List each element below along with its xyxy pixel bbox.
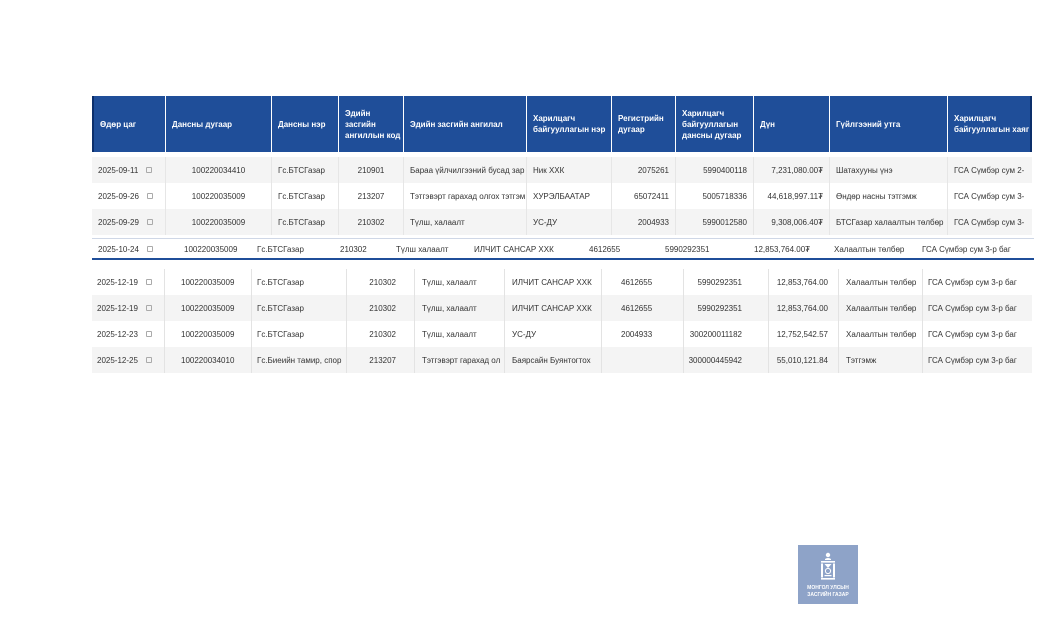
row-date: 2025-12-23 <box>97 329 138 339</box>
table-row[interactable] <box>92 209 1032 235</box>
row-date: 2025-12-19 <box>97 277 138 287</box>
row-account-number: 100220035009 <box>184 244 238 254</box>
row-account-number: 100220035009 <box>165 269 252 295</box>
row-partner-name: ИЛЧИТ САНСАР ХХК <box>474 244 554 254</box>
col-header-account-name[interactable]: Дансны нэр <box>272 96 339 152</box>
row-partner-address: ГСА Сүмбэр сум 3-р баг <box>928 329 1017 339</box>
row-econ-class: Бараа үйлчилгээний бусад зар <box>404 157 527 183</box>
calendar-icon[interactable] <box>146 167 152 173</box>
row-partner-address: ГСА Сүмбэр сум 3- <box>954 191 1025 201</box>
row-register <box>602 347 684 373</box>
row-econ-code: 213207 <box>339 183 404 209</box>
row-amount: 12,853,764.00 <box>769 295 839 321</box>
row-register: 2075261 <box>612 157 676 183</box>
row-partner-name: Баярсайн Буянтогтох <box>505 347 602 373</box>
row-partner-account: 300200011182 <box>684 321 769 347</box>
row-account-name: Гс.БТСГазар <box>257 244 304 254</box>
col-header-date[interactable]: Өдөр цаг <box>94 96 166 152</box>
row-econ-class: Түлш, халаалт <box>415 295 505 321</box>
row-partner-name: УС-ДУ <box>527 209 612 235</box>
row-econ-class: Тэтгэвэрт гарахад олгох тэтгэм <box>404 183 527 209</box>
row-account-number: 100220035009 <box>165 321 252 347</box>
row-amount: 7,231,080.00₮ <box>754 157 830 183</box>
row-account-name: Гс.БТСГазар <box>252 295 347 321</box>
row-partner-account: 5005718336 <box>676 183 754 209</box>
row-partner-account: 5990292351 <box>665 244 710 254</box>
row-econ-class: Тэтгэвэрт гарахад ол <box>415 347 505 373</box>
row-description: Шатахууны үнэ <box>830 157 948 183</box>
row-description: Халаалтын төлбөр <box>834 244 905 254</box>
row-econ-class: Түлш, халаалт <box>415 321 505 347</box>
row-partner-address: ГСА Сүмбэр сум 3-р баг <box>928 277 1017 287</box>
table-row[interactable] <box>92 321 1032 347</box>
row-account-name: Гс.БТСГазар <box>272 157 339 183</box>
row-econ-code: 210302 <box>347 269 415 295</box>
calendar-icon[interactable] <box>147 193 153 199</box>
row-amount: 12,752,542.57 <box>769 321 839 347</box>
table-row[interactable] <box>92 183 1032 209</box>
row-amount: 12,853,764.00₮ <box>754 244 811 254</box>
row-partner-address: ГСА Сүмбэр сум 3- <box>954 217 1025 227</box>
row-partner-name: ИЛЧИТ САНСАР ХХК <box>505 295 602 321</box>
calendar-icon[interactable] <box>147 246 153 252</box>
soyombo-emblem-icon <box>818 551 838 581</box>
row-account-number: 100220035009 <box>166 183 272 209</box>
row-account-name: Гс.Биеийн тамир, спор <box>252 347 347 373</box>
col-header-account-number[interactable]: Дансны дугаар <box>166 96 272 152</box>
row-date: 2025-09-26 <box>98 191 139 201</box>
col-header-partner-address[interactable]: Харилцагч байгууллагын хаяг <box>954 114 1030 134</box>
col-header-partner-name[interactable]: Харилцагч байгууллагын нэр <box>527 96 612 152</box>
row-register: 4612655 <box>602 295 684 321</box>
row-register: 2004933 <box>612 209 676 235</box>
row-description: Халаалтын төлбөр <box>839 295 923 321</box>
row-econ-class: Түлш, халаалт <box>415 269 505 295</box>
row-description: Өндөр насны тэтгэмж <box>830 183 948 209</box>
calendar-icon[interactable] <box>147 219 153 225</box>
col-header-partner-account[interactable]: Харилцагч байгууллагын дансны дугаар <box>676 96 754 152</box>
row-description: БТСГазар халаалтын төлбөр <box>830 209 948 235</box>
row-econ-code: 210901 <box>339 157 404 183</box>
row-date: 2025-09-29 <box>98 217 139 227</box>
table1-header <box>94 96 1030 152</box>
row-econ-class: Түлш халаалт <box>396 244 449 254</box>
row-description: Тэтгэмж <box>839 347 923 373</box>
row-account-name: Гс.БТСГазар <box>252 321 347 347</box>
table-row[interactable] <box>92 157 1032 183</box>
divider-blue <box>92 258 1034 260</box>
row-register: 2004933 <box>602 321 684 347</box>
row-econ-code: 210302 <box>340 244 367 254</box>
row-partner-account: 5990400118 <box>676 157 754 183</box>
row-account-number: 100220035009 <box>166 209 272 235</box>
row-partner-name: ИЛЧИТ САНСАР ХХК <box>505 269 602 295</box>
row-amount: 12,853,764.00 <box>769 269 839 295</box>
col-header-description[interactable]: Гүйлгээний утга <box>830 96 948 152</box>
row-econ-code: 210302 <box>347 295 415 321</box>
row-partner-address: ГСА Сүмбэр сум 3-р баг <box>928 355 1017 365</box>
row-partner-account: 5990012580 <box>676 209 754 235</box>
calendar-icon[interactable] <box>146 305 152 311</box>
row-partner-name: Ник ХХК <box>527 157 612 183</box>
government-logo <box>798 545 858 604</box>
table-row[interactable] <box>92 347 1032 373</box>
col-header-econ-class[interactable]: Эдийн засгийн ангилал <box>404 96 527 152</box>
row-register: 4612655 <box>602 269 684 295</box>
divider <box>92 238 1034 239</box>
row-account-name: Гс.БТСГазар <box>272 209 339 235</box>
table-row[interactable] <box>92 269 1032 295</box>
calendar-icon[interactable] <box>146 357 152 363</box>
row-econ-code: 210302 <box>347 321 415 347</box>
logo-line-1: МОНГОЛ УЛСЫН <box>807 585 849 591</box>
row-partner-address: ГСА Сүмбэр сум 3-р баг <box>922 244 1011 254</box>
row-account-name: Гс.БТСГазар <box>252 269 347 295</box>
row-register: 4612655 <box>589 244 621 254</box>
row-partner-account: 5990292351 <box>684 295 769 321</box>
row-amount: 44,618,997.11₮ <box>754 183 830 209</box>
row-account-number: 100220034010 <box>165 347 252 373</box>
calendar-icon[interactable] <box>146 279 152 285</box>
row-date: 2025-12-25 <box>97 355 138 365</box>
row-partner-address: ГСА Сүмбэр сум 2- <box>954 165 1025 175</box>
calendar-icon[interactable] <box>146 331 152 337</box>
logo-line-2: ЗАСГИЙН ГАЗАР <box>807 592 849 598</box>
table-row[interactable] <box>92 295 1032 321</box>
header-right-edge <box>1030 96 1032 152</box>
row-description: Халаалтын төлбөр <box>839 269 923 295</box>
row-account-number: 100220035009 <box>165 295 252 321</box>
row-date: 2025-09-11 <box>98 165 139 175</box>
row-register: 65072411 <box>612 183 676 209</box>
row-date: 2025-10-24 <box>98 244 139 254</box>
row-partner-account: 5990292351 <box>684 269 769 295</box>
row-account-number: 100220034410 <box>166 157 272 183</box>
row-econ-code: 213207 <box>347 347 415 373</box>
row-econ-class: Түлш, халаалт <box>404 209 527 235</box>
col-header-register[interactable]: Регистрийн дугаар <box>612 96 676 152</box>
row-date: 2025-12-19 <box>97 303 138 313</box>
col-header-econ-code[interactable]: Эдийн засгийн ангиллын код <box>339 96 404 152</box>
row-partner-name: ХУРЭЛБААТАР <box>527 183 612 209</box>
row-partner-account: 300000445942 <box>684 347 769 373</box>
table-row-standalone[interactable] <box>92 240 1034 258</box>
row-partner-name: УС-ДУ <box>505 321 602 347</box>
row-account-name: Гс.БТСГазар <box>272 183 339 209</box>
col-header-amount[interactable]: Дүн <box>754 96 830 152</box>
row-partner-address: ГСА Сүмбэр сум 3-р баг <box>928 303 1017 313</box>
row-amount: 55,010,121.84 <box>769 347 839 373</box>
row-econ-code: 210302 <box>339 209 404 235</box>
row-amount: 9,308,006.40₮ <box>754 209 830 235</box>
row-description: Халаалтын төлбөр <box>839 321 923 347</box>
